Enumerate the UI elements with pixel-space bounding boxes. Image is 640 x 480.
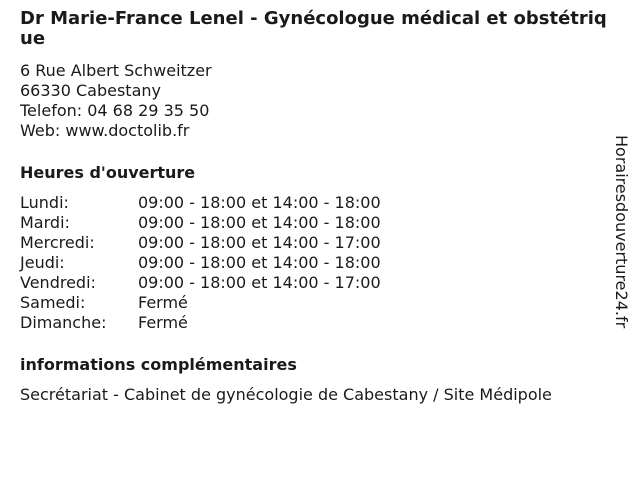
hours-value: 09:00 - 18:00 et 14:00 - 18:00 (138, 193, 381, 212)
hours-value: 09:00 - 18:00 et 14:00 - 17:00 (138, 273, 381, 292)
page-title: Dr Marie-France Lenel - Gynécologue médical et obstétrique (20, 8, 607, 49)
business-listing (20, 9, 605, 405)
hours-row (20, 193, 605, 213)
info-text: Secrétariat - Cabinet de gynécologie de Cabestany / Site Médipole (20, 385, 552, 404)
hours-row (20, 253, 605, 273)
day-label: Samedi: (20, 293, 86, 312)
city-address: 66330 Cabestany (20, 81, 161, 100)
hours-value: 09:00 - 18:00 et 14:00 - 18:00 (138, 213, 381, 232)
day-label: Dimanche: (20, 313, 107, 332)
hours-row (20, 273, 605, 293)
website: Web: www.doctolib.fr (20, 121, 190, 140)
hours-row (20, 233, 605, 253)
hours-heading: Heures d'ouverture (20, 163, 196, 182)
opening-hours-table (20, 193, 605, 333)
hours-value: Fermé (138, 293, 188, 312)
address-block (20, 61, 605, 141)
day-label: Jeudi: (20, 253, 65, 272)
day-label: Mercredi: (20, 233, 95, 252)
info-heading: informations complémentaires (20, 355, 297, 374)
hours-value: Fermé (138, 313, 188, 332)
hours-row (20, 213, 605, 233)
hours-value: 09:00 - 18:00 et 14:00 - 17:00 (138, 233, 381, 252)
site-watermark: Horairesdouverture24.fr (612, 135, 631, 329)
phone-number: Telefon: 04 68 29 35 50 (20, 101, 210, 120)
street-address: 6 Rue Albert Schweitzer (20, 61, 212, 80)
hours-row (20, 293, 605, 313)
day-label: Lundi: (20, 193, 69, 212)
day-label: Mardi: (20, 213, 70, 232)
hours-value: 09:00 - 18:00 et 14:00 - 18:00 (138, 253, 381, 272)
hours-row (20, 313, 605, 333)
day-label: Vendredi: (20, 273, 96, 292)
